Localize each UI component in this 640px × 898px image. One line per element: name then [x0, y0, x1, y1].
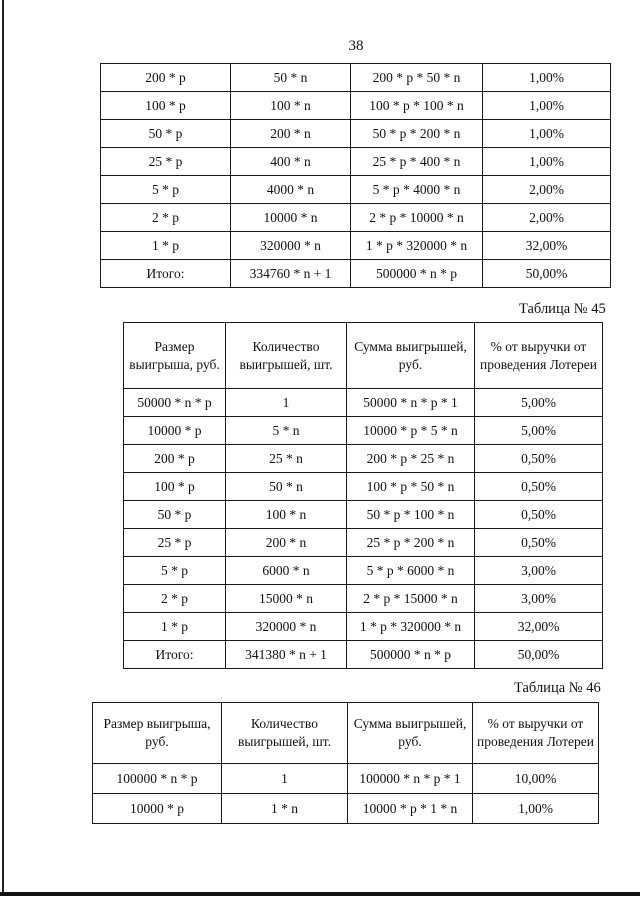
prize-count-cell: 4000 * n: [231, 176, 351, 204]
revenue-percent-cell: 0,50%: [475, 445, 603, 473]
revenue-percent-cell: 5,00%: [475, 417, 603, 445]
table-row: [124, 529, 603, 557]
prize-amount-cell: 50000 * n * p: [124, 389, 226, 417]
prize-count-cell: 1: [226, 389, 347, 417]
table-header-row: [93, 703, 599, 764]
table-row: [101, 64, 611, 92]
prize-amount-cell: 50 * p: [101, 120, 231, 148]
total-sum-cell: 500000 * n * p: [347, 641, 475, 669]
total-label-cell: Итого:: [124, 641, 226, 669]
prize-count-cell: 50 * n: [226, 473, 347, 501]
continued-prize-table: [100, 63, 611, 288]
prize-amount-cell: 100 * p: [124, 473, 226, 501]
prize-count-cell: 25 * n: [226, 445, 347, 473]
table-row: [93, 764, 599, 794]
revenue-percent-cell: 3,00%: [475, 585, 603, 613]
header-prize-count: Количество выигрышей, шт.: [222, 703, 348, 764]
page-number: 38: [348, 38, 364, 54]
prize-sum-cell: 5 * p * 6000 * n: [347, 557, 475, 585]
prize-amount-cell: 200 * p: [101, 64, 231, 92]
prize-count-cell: 320000 * n: [226, 613, 347, 641]
prize-amount-cell: 200 * p: [124, 445, 226, 473]
header-prize-amount: Размер выигрыша, руб.: [93, 703, 222, 764]
total-percent-cell: 50,00%: [475, 641, 603, 669]
prize-amount-cell: 25 * p: [101, 148, 231, 176]
prize-sum-cell: 100000 * n * p * 1: [348, 764, 473, 794]
prize-count-cell: 320000 * n: [231, 232, 351, 260]
prize-amount-cell: 25 * p: [124, 529, 226, 557]
table-header-row: [124, 323, 603, 389]
prize-count-cell: 1 * n: [222, 794, 348, 824]
prize-amount-cell: 2 * p: [124, 585, 226, 613]
prize-sum-cell: 25 * p * 200 * n: [347, 529, 475, 557]
table-row: [124, 613, 603, 641]
prize-amount-cell: 100 * p: [101, 92, 231, 120]
table-row: [124, 557, 603, 585]
table-row: [124, 585, 603, 613]
revenue-percent-cell: 0,50%: [475, 501, 603, 529]
revenue-percent-cell: 3,00%: [475, 557, 603, 585]
prize-sum-cell: 50 * p * 100 * n: [347, 501, 475, 529]
prize-sum-cell: 10000 * p * 1 * n: [348, 794, 473, 824]
prize-count-cell: 100 * n: [226, 501, 347, 529]
prize-count-cell: 6000 * n: [226, 557, 347, 585]
total-label-cell: Итого:: [101, 260, 231, 288]
prize-count-cell: 400 * n: [231, 148, 351, 176]
header-prize-sum: Сумма выигрышей, руб.: [348, 703, 473, 764]
page-border-left: [2, 0, 4, 893]
revenue-percent-cell: 0,50%: [475, 473, 603, 501]
prize-amount-cell: 1 * p: [124, 613, 226, 641]
revenue-percent-cell: 32,00%: [475, 613, 603, 641]
page-border-bottom: [0, 892, 640, 896]
prize-amount-cell: 1 * p: [101, 232, 231, 260]
table-row: [101, 120, 611, 148]
total-sum-cell: 500000 * n * p: [351, 260, 483, 288]
total-percent-cell: 50,00%: [483, 260, 611, 288]
total-count-cell: 341380 * n + 1: [226, 641, 347, 669]
prize-amount-cell: 2 * p: [101, 204, 231, 232]
prize-sum-cell: 50000 * n * p * 1: [347, 389, 475, 417]
prize-sum-cell: 10000 * p * 5 * n: [347, 417, 475, 445]
prize-sum-cell: 100 * p * 50 * n: [347, 473, 475, 501]
prize-sum-cell: 200 * p * 50 * n: [351, 64, 483, 92]
prize-count-cell: 1: [222, 764, 348, 794]
prize-count-cell: 50 * n: [231, 64, 351, 92]
revenue-percent-cell: 1,00%: [483, 120, 611, 148]
table-row: [124, 417, 603, 445]
revenue-percent-cell: 2,00%: [483, 204, 611, 232]
prize-sum-cell: 100 * p * 100 * n: [351, 92, 483, 120]
revenue-percent-cell: 10,00%: [473, 764, 599, 794]
prize-sum-cell: 200 * p * 25 * n: [347, 445, 475, 473]
revenue-percent-cell: 32,00%: [483, 232, 611, 260]
revenue-percent-cell: 1,00%: [483, 92, 611, 120]
prize-sum-cell: 1 * p * 320000 * n: [351, 232, 483, 260]
table-row: [101, 204, 611, 232]
table-row: [93, 794, 599, 824]
total-row: [101, 260, 611, 288]
prize-amount-cell: 5 * p: [124, 557, 226, 585]
table-45-caption: Таблица № 45: [519, 301, 606, 317]
table-row: [101, 176, 611, 204]
revenue-percent-cell: 0,50%: [475, 529, 603, 557]
prize-sum-cell: 2 * p * 10000 * n: [351, 204, 483, 232]
prize-count-cell: 100 * n: [231, 92, 351, 120]
prize-count-cell: 10000 * n: [231, 204, 351, 232]
table-row: [124, 389, 603, 417]
revenue-percent-cell: 5,00%: [475, 389, 603, 417]
header-prize-sum: Сумма выигрышей, руб.: [347, 323, 475, 389]
table-row: [124, 501, 603, 529]
total-count-cell: 334760 * n + 1: [231, 260, 351, 288]
total-row: [124, 641, 603, 669]
prize-amount-cell: 10000 * p: [124, 417, 226, 445]
header-prize-count: Количество выигрышей, шт.: [226, 323, 347, 389]
prize-table-46: [92, 702, 599, 824]
revenue-percent-cell: 1,00%: [483, 64, 611, 92]
table-46-caption: Таблица № 46: [514, 680, 601, 696]
prize-count-cell: 15000 * n: [226, 585, 347, 613]
prize-sum-cell: 50 * p * 200 * n: [351, 120, 483, 148]
prize-sum-cell: 25 * p * 400 * n: [351, 148, 483, 176]
prize-count-cell: 200 * n: [226, 529, 347, 557]
prize-sum-cell: 1 * p * 320000 * n: [347, 613, 475, 641]
prize-amount-cell: 50 * p: [124, 501, 226, 529]
prize-sum-cell: 2 * p * 15000 * n: [347, 585, 475, 613]
header-prize-amount: Размер выигрыша, руб.: [124, 323, 226, 389]
header-revenue-percent: % от выручки от проведения Лотереи: [473, 703, 599, 764]
table-row: [101, 92, 611, 120]
revenue-percent-cell: 1,00%: [473, 794, 599, 824]
prize-amount-cell: 10000 * p: [93, 794, 222, 824]
prize-amount-cell: 100000 * n * p: [93, 764, 222, 794]
revenue-percent-cell: 1,00%: [483, 148, 611, 176]
table-row: [101, 232, 611, 260]
table-row: [101, 148, 611, 176]
prize-table-45: [123, 322, 603, 669]
revenue-percent-cell: 2,00%: [483, 176, 611, 204]
prize-count-cell: 5 * n: [226, 417, 347, 445]
table-row: [124, 445, 603, 473]
prize-count-cell: 200 * n: [231, 120, 351, 148]
prize-sum-cell: 5 * p * 4000 * n: [351, 176, 483, 204]
prize-amount-cell: 5 * p: [101, 176, 231, 204]
table-row: [124, 473, 603, 501]
header-revenue-percent: % от выручки от проведения Лотереи: [475, 323, 603, 389]
